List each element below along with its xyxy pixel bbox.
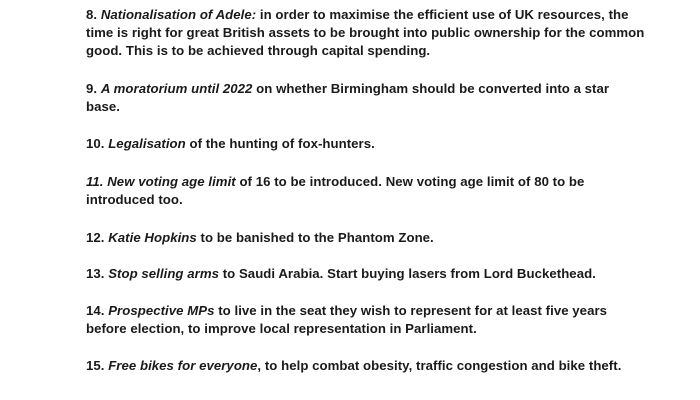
item-emphasis: Stop selling arms	[108, 266, 219, 281]
item-number: 14.	[86, 303, 105, 318]
manifesto-item-8	[86, 6, 646, 60]
item-text: to be banished to the Phantom Zone.	[196, 230, 434, 245]
manifesto-item-15	[86, 357, 646, 375]
item-text: to Saudi Arabia. Start buying lasers from Lord Buckethead.	[218, 266, 596, 281]
item-number: 9.	[86, 81, 98, 96]
item-text: on whether Birmingham should be converted into a star base.	[86, 81, 610, 114]
item-number: 12.	[86, 230, 105, 245]
item-emphasis: Prospective MPs	[108, 303, 215, 318]
item-number: 13.	[86, 266, 105, 281]
manifesto-item-14	[86, 302, 646, 338]
item-emphasis: New voting age limit	[107, 174, 236, 189]
manifesto-item-10	[86, 135, 646, 153]
item-number: 11.	[86, 174, 104, 189]
item-emphasis: Free bikes for everyone	[108, 358, 258, 373]
manifesto-item-12	[86, 229, 646, 247]
manifesto-item-9	[86, 80, 646, 116]
item-number: 15.	[86, 358, 105, 373]
item-emphasis: A moratorium until 2022	[100, 81, 253, 96]
item-emphasis: Nationalisation of Adele:	[100, 7, 257, 22]
item-emphasis: Legalisation	[108, 136, 186, 151]
item-text: , to help combat obesity, traffic congestion and bike theft.	[257, 358, 622, 373]
item-number: 10.	[86, 136, 105, 151]
item-text: to live in the seat they wish to represent for at least five years before election, to improve local representation in Parliament.	[86, 303, 608, 336]
item-emphasis: Katie Hopkins	[108, 230, 197, 245]
manifesto-item-13	[86, 265, 646, 283]
item-number: 8.	[86, 7, 98, 22]
manifesto-item-11	[86, 173, 646, 209]
item-text: of 16 to be introduced. New voting age limit of 80 to be introduced too.	[86, 174, 585, 207]
item-text: of the hunting of fox-hunters.	[185, 136, 375, 151]
item-text: in order to maximise the efficient use of UK resources, the time is right for great British assets to be brought into public ownership for the common good. This is to be achieved through capital spending.	[86, 7, 645, 58]
